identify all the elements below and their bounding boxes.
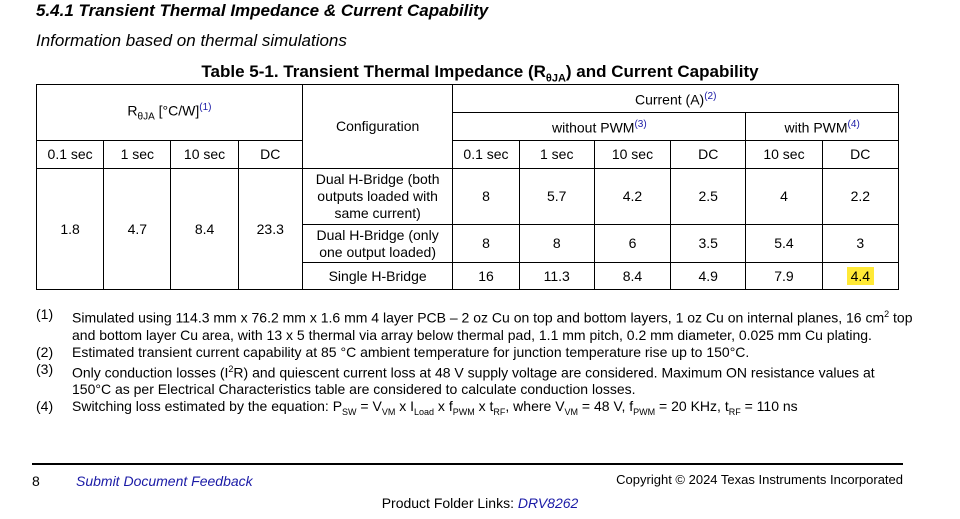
highlight-value: 4.4: [847, 267, 874, 285]
without-pwm-label: without PWM: [552, 119, 635, 136]
fn3-sup: 2: [228, 363, 234, 374]
footnote-2: [36, 344, 916, 361]
table-cell: 8: [453, 225, 519, 263]
with-pwm-header: [746, 113, 899, 141]
footnotes: [36, 306, 916, 421]
table-cell: 6: [594, 225, 670, 263]
table-caption: [0, 62, 960, 84]
rth-header: [37, 85, 303, 141]
footnote-number: (4): [36, 398, 54, 415]
eq-sub: PWM: [633, 407, 656, 418]
table-cell: 16: [453, 263, 519, 290]
current-label: Current (A): [634, 91, 705, 108]
without-pwm-header: [453, 113, 746, 141]
without-pwm-note: (3): [634, 119, 647, 131]
eq-text: x f: [434, 398, 453, 415]
footnote-number: (1): [36, 306, 54, 322]
rth-value: 4.7: [104, 169, 171, 290]
footnote-number: (2): [36, 343, 54, 360]
caption-suffix: ) and Current Capability: [565, 62, 759, 81]
caption-prefix: Table 5-1. Transient Thermal Impedance (R: [201, 62, 546, 81]
product-folder-label: Product Folder Links:: [381, 495, 518, 511]
fn1-sup: 2: [884, 309, 890, 319]
eq-text: = 48 V, f: [578, 398, 634, 415]
rth-col-header: 10 sec: [171, 141, 238, 169]
config-header: Configuration: [302, 85, 453, 169]
caption-subscript: θJA: [545, 72, 566, 85]
rth-col-header: DC: [238, 141, 302, 169]
eq-text: = 110 ns: [740, 398, 798, 415]
footnote-text: [72, 361, 916, 399]
section-title: 5.4.1 Transient Thermal Impedance & Current Capability: [36, 1, 489, 20]
without-col-header: 10 sec: [594, 141, 670, 169]
config-cell: Single H-Bridge: [302, 263, 453, 290]
fn3-text-a: Only conduction losses (I: [72, 364, 229, 381]
table-cell: 3.5: [671, 225, 746, 263]
table-cell: 5.4: [746, 225, 822, 263]
table-cell: 8.4: [594, 263, 670, 290]
eq-sub: VM: [381, 407, 396, 418]
footer-divider: [32, 463, 903, 465]
rth-col-header: 0.1 sec: [37, 141, 104, 169]
eq-sub: Load: [414, 407, 435, 418]
table-cell: 5.7: [519, 169, 594, 225]
footnote-number: (3): [36, 360, 54, 377]
rth-value: 23.3: [238, 169, 302, 290]
highlighted-cell: [822, 263, 898, 290]
product-folder-links: [0, 495, 960, 511]
eq-sub: PWM: [452, 407, 475, 418]
config-cell: Dual H-Bridge (both outputs loaded with same current): [302, 169, 453, 225]
footnote-text: [72, 306, 916, 344]
submit-feedback-link[interactable]: Submit Document Feedback: [76, 473, 253, 489]
footnote-4: [36, 398, 916, 421]
rth-unit: [°C/W]: [154, 102, 200, 119]
product-folder-link[interactable]: DRV8262: [517, 495, 579, 511]
table-cell: 8: [453, 169, 519, 225]
rth-col-header: 1 sec: [104, 141, 171, 169]
with-pwm-label: with PWM: [784, 119, 848, 136]
eq-text: x I: [395, 398, 415, 415]
fn1-text-a: Simulated using 114.3 mm x 76.2 mm x 1.6 mm 4 layer PCB – 2 oz Cu on top and bottom layers, 1 oz Cu on internal planes, 16 cm: [72, 309, 885, 326]
table-cell: 2.2: [822, 169, 898, 225]
table-cell: 11.3: [519, 263, 594, 290]
eq-sub: SW: [342, 407, 357, 418]
table-cell: 4: [746, 169, 822, 225]
config-cell: Dual H-Bridge (only one output loaded): [302, 225, 453, 263]
table-cell: 2.5: [671, 169, 746, 225]
table-cell: 7.9: [746, 263, 822, 290]
without-col-header: 0.1 sec: [453, 141, 519, 169]
page-number: 8: [32, 473, 40, 489]
rth-symbol: R: [127, 102, 138, 119]
rth-value: 1.8: [37, 169, 104, 290]
with-pwm-note: (4): [847, 119, 860, 131]
with-col-header: 10 sec: [746, 141, 822, 169]
rth-note: (1): [199, 102, 212, 114]
table-cell: 4.9: [671, 263, 746, 290]
eq-text: = 20 KHz, t: [655, 398, 729, 415]
table-cell: 8: [519, 225, 594, 263]
without-col-header: DC: [671, 141, 746, 169]
copyright-text: Copyright © 2024 Texas Instruments Incorporated: [616, 472, 903, 487]
eq-text: x t: [474, 398, 494, 415]
fn1-text-b: top and bottom layer Cu area, with 13 x 5 thermal via array below thermal pad, 1.1 mm pitch, 0.2 mm diameter, 0.025 mm Cu plating.: [72, 309, 913, 343]
footnote-1: [36, 306, 916, 344]
eq-text: Switching loss estimated by the equation: P: [72, 398, 343, 415]
eq-text: , where V: [505, 398, 565, 415]
rth-value: 8.4: [171, 169, 238, 290]
table-cell: 3: [822, 225, 898, 263]
eq-sub: VM: [564, 407, 579, 418]
eq-sub: RF: [728, 407, 741, 418]
without-col-header: 1 sec: [519, 141, 594, 169]
section-info: Information based on thermal simulations: [36, 31, 347, 50]
thermal-table: [36, 84, 899, 290]
footnote-equation: [72, 398, 916, 421]
eq-text: = V: [356, 398, 382, 415]
rth-subscript: θJA: [137, 111, 155, 123]
current-header: [453, 85, 899, 113]
table-cell: 4.2: [594, 169, 670, 225]
current-note: (2): [704, 91, 717, 103]
fn3-text-b: R) and quiescent current loss at 48 V supply voltage are considered. Maximum ON resistance values at 150°C as per Electrical Characteristics table are considered to calculate conduction losses.: [72, 364, 875, 398]
footnote-3: [36, 361, 916, 399]
eq-sub: RF: [493, 407, 506, 418]
footnote-text: Estimated transient current capability at 85 °C ambient temperature for junction temperature rise up to 150°C.: [72, 343, 750, 360]
with-col-header: DC: [822, 141, 898, 169]
